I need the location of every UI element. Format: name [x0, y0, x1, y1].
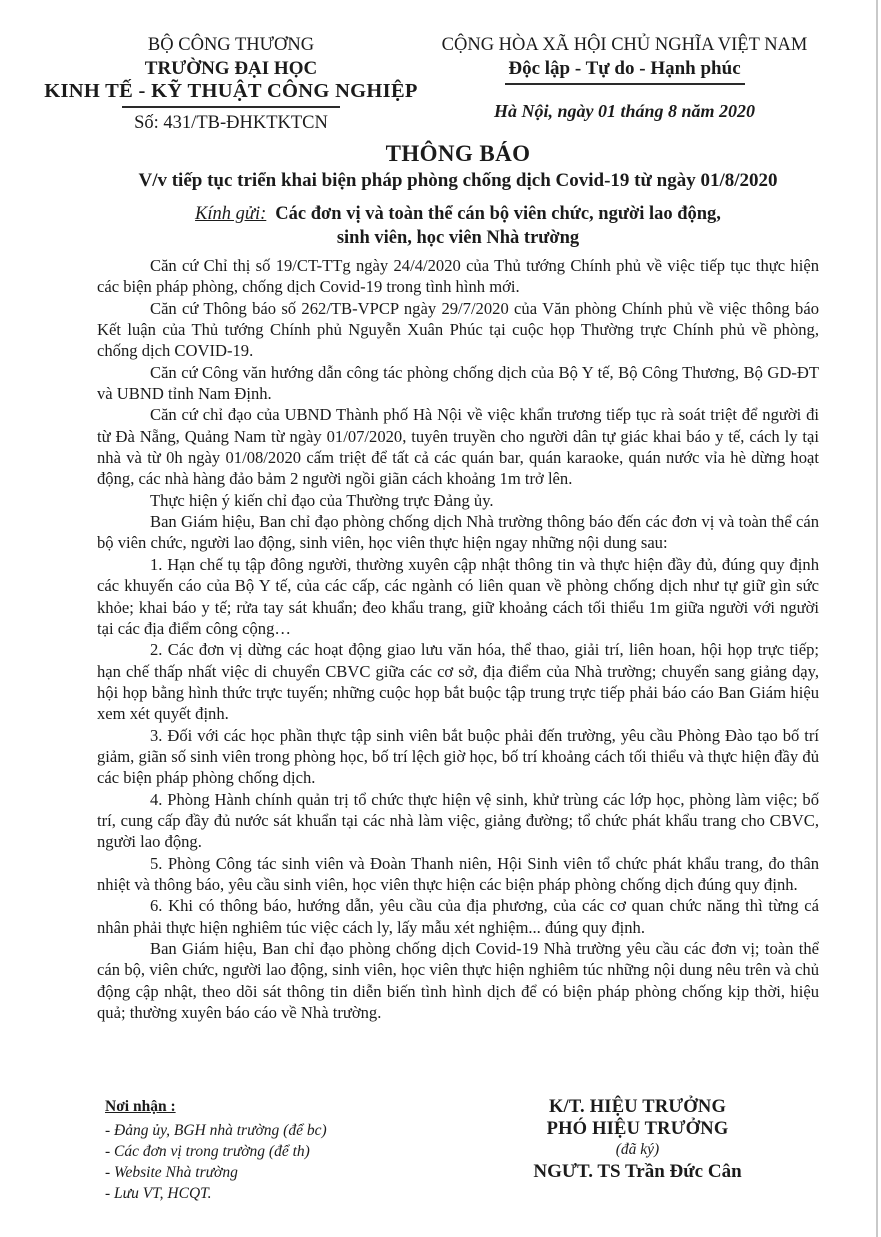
page-edge-line	[876, 0, 878, 1237]
salutation-recipients-line1: Các đơn vị và toàn thể cán bộ viên chức, người lao động,	[275, 204, 721, 224]
document-number: Số: 431/TB-ĐHKTKTCN	[134, 113, 328, 133]
header-right-divider	[505, 83, 745, 85]
body-paragraph-1: Căn cứ Chỉ thị số 19/CT-TTg ngày 24/4/2020 của Thủ tướng Chính phủ về việc tiếp tục thực hiện các biện pháp phòng, chống dịch Covid-19 trong tình hình mới.	[97, 256, 819, 297]
body-paragraph-10: 4. Phòng Hành chính quản trị tổ chức thực hiện vệ sinh, khử trùng các lớp học, phòng làm việc; bố trí, cung cấp đầy đủ nước sát khuẩn tại các nhà làm việc, giảng đường; tổ chức phát khẩu trang cho CBVC, người lao động.	[97, 789, 819, 852]
recipient-item-2: - Các đơn vị trong trường (để th)	[105, 1143, 310, 1160]
body-paragraph-11: 5. Phòng Công tác sinh viên và Đoàn Thanh niên, Hội Sinh viên tổ chức phát khẩu trang, đo thân nhiệt và thông báo, yêu cầu sinh viên, học viên thực hiện các biện pháp phòng chống dịch đúng quy định.	[97, 853, 819, 894]
body-paragraph-2: Căn cứ Thông báo số 262/TB-VPCP ngày 29/7/2020 của Văn phòng Chính phủ về việc thông báo Kết luận của Thủ tướng Chính phủ Nguyễn Xuân Phúc tại cuộc họp Thường trực Chính phủ về phòng, chống dịch COVID-19.	[97, 298, 819, 361]
recipient-item-3: - Website Nhà trường	[105, 1164, 238, 1181]
body-paragraph-12: 6. Khi có thông báo, hướng dẫn, yêu cầu của địa phương, của các cơ quan chức năng thì từng cá nhân phải thực hiện nghiêm túc việc cách ly, lấy mẫu xét nghiệm... đúng quy định.	[97, 896, 819, 937]
national-title: CỘNG HÒA XÃ HỘI CHỦ NGHĨA VIỆT NAM	[441, 35, 808, 55]
recipient-item-4: - Lưu VT, HCQT.	[105, 1185, 212, 1202]
place-date: Hà Nội, ngày 01 tháng 8 năm 2020	[493, 101, 756, 121]
body-paragraph-13: Ban Giám hiệu, Ban chỉ đạo phòng chống dịch Covid-19 Nhà trường yêu cầu các đơn vị; toàn thể cán bộ, viên chức, người lao động, sinh viên, học viên thực hiện nghiêm túc những nội dung nêu trên và chủ động cập nhật, theo dõi sát thông tin diễn biến tình hình dịch để có biện pháp phòng chống kịp thời, hiệu quả; thường xuyên báo cáo về Nhà trường.	[97, 939, 819, 1023]
university-name-line1: TRƯỜNG ĐẠI HỌC	[144, 58, 318, 79]
document-title: THÔNG BÁO	[385, 141, 531, 166]
salutation-label: Kính gửi:	[195, 204, 267, 224]
signer-name: NGƯT. TS Trần Đức Cân	[533, 1161, 742, 1182]
body-paragraph-4: Căn cứ chỉ đạo của UBND Thành phố Hà Nội về việc khẩn trương tiếp tục rà soát triệt để người đi từ Đà Nẵng, Quảng Nam từ ngày 01/07/2020, tuyên truyền cho người dân tự giác khai báo y tế, cách ly tại nhà và từ 0h ngày 01/08/2020 cấm triệt để tất cả các quán bar, quán karaoke, quán nước vỉa hè dừng hoạt động, các nhà hàng đảo bảm 2 người ngồi giãn cách khoảng 1m trở lên.	[97, 405, 819, 489]
university-name-line2: KINH TẾ - KỸ THUẬT CÔNG NGHIỆP	[44, 80, 418, 102]
document-body	[97, 255, 819, 1023]
recipients-title: Nơi nhận :	[105, 1098, 176, 1115]
body-paragraph-6: Ban Giám hiệu, Ban chỉ đạo phòng chống dịch Nhà trường thông báo đến các đơn vị và toàn thể cán bộ viên chức, người lao động, sinh viên, học viên thực hiện ngay những nội dung sau:	[97, 512, 819, 553]
national-motto: Độc lập - Tự do - Hạnh phúc	[508, 58, 741, 79]
document-header	[40, 34, 827, 135]
body-paragraph-7: 1. Hạn chế tụ tập đông người, thường xuyên cập nhật thông tin và thực hiện đầy đủ, đúng quy định các khuyến cáo của Bộ Y tế, của các cấp, các ngành có liên quan về phòng chống dịch như tự giữ gìn sức khỏe; khai báo y tế; rửa tay sát khuẩn; đeo khẩu trang, giữ khoảng cách tối thiểu 1m giữa người với người tại các địa điểm công cộng…	[97, 554, 819, 638]
salutation-recipients-line2: sinh viên, học viên Nhà trường	[336, 227, 580, 248]
issuing-org-block	[40, 34, 422, 135]
body-paragraph-9: 3. Đối với các học phần thực tập sinh viên bắt buộc phải đến trường, yêu cầu Phòng Đào tạo bố trí giảm, giãn số sinh viên trong phòng học, bố trí lệch giờ học, bố trí khoảng cách tối thiểu và thực hiện đầy đủ các biện pháp phòng chống dịch.	[97, 725, 819, 788]
signed-note: (đã ký)	[615, 1141, 660, 1158]
signature-title-1: K/T. HIỆU TRƯỞNG	[548, 1097, 727, 1117]
salutation-line1	[97, 203, 819, 227]
signature-block	[450, 1096, 825, 1204]
ministry-name: BỘ CÔNG THƯƠNG	[147, 35, 315, 55]
recipient-item-1: - Đảng ủy, BGH nhà trường (để bc)	[105, 1122, 327, 1139]
national-header-block	[422, 34, 827, 135]
body-paragraph-5: Thực hiện ý kiến chỉ đạo của Thường trực Đảng ủy.	[150, 490, 494, 510]
signature-title-2: PHÓ HIỆU TRƯỞNG	[546, 1119, 729, 1139]
document-footer	[105, 1096, 825, 1204]
body-paragraph-8: 2. Các đơn vị dừng các hoạt động giao lưu văn hóa, thể thao, giải trí, liên hoan, hội họp trực tiếp; hạn chế thấp nhất việc di chuyển CBVC giữa các cơ sở, địa điểm của Nhà trường; chuyển sang giảng dạy, hội họp bằng hình thức trực tuyến; những cuộc họp bắt buộc tập trung trực tiếp phải báo cáo Ban Giám hiệu xem xét quyết định.	[97, 640, 819, 724]
header-left-divider	[122, 106, 340, 108]
body-paragraph-3: Căn cứ Công văn hướng dẫn công tác phòng chống dịch của Bộ Y tế, Bộ Công Thương, Bộ GD-ĐT và UBND tỉnh Nam Định.	[97, 362, 819, 404]
recipients-block	[105, 1096, 450, 1204]
title-block	[97, 141, 819, 250]
document-subject: V/v tiếp tục triển khai biện pháp phòng chống dịch Covid-19 từ ngày 01/8/2020	[138, 170, 778, 191]
